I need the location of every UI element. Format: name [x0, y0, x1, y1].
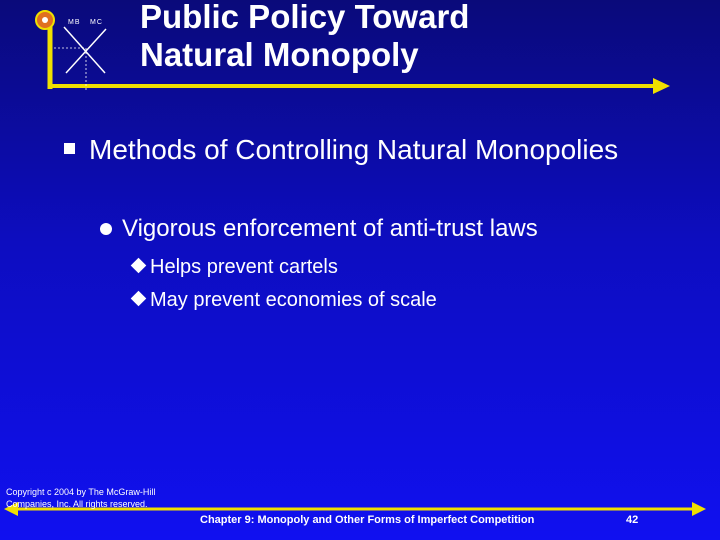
- bullet-level3-text: May prevent economies of scale: [150, 289, 437, 311]
- title-line-2: Natural Monopoly: [140, 36, 419, 73]
- copyright-line-1: Copyright c 2004 by The McGraw-Hill: [6, 487, 156, 497]
- mb-label: MB: [68, 19, 81, 26]
- mc-label: MC: [90, 19, 103, 26]
- round-bullet-icon: [100, 223, 112, 235]
- copyright-notice: [6, 486, 155, 510]
- chapter-footer: Chapter 9: Monopoly and Other Forms of Imperfect Competition: [200, 514, 535, 526]
- diamond-bullet-icon: [131, 291, 147, 307]
- bullet-level3-item: [133, 287, 437, 313]
- diamond-bullet-icon: [131, 258, 147, 274]
- bullet-level2-text: Vigorous enforcement of anti-trust laws: [122, 215, 538, 242]
- copyright-line-2: Companies, Inc. All rights reserved.: [6, 499, 148, 509]
- bullet-level1-text: Methods of Controlling Natural Monopolies: [89, 134, 619, 165]
- square-bullet-icon: [64, 143, 75, 154]
- mb-mc-graph-icon: [30, 5, 140, 100]
- bullet-level3-item: [133, 254, 338, 280]
- title-line-1: Public Policy Toward: [140, 0, 470, 35]
- slide-title: [140, 0, 469, 74]
- bullet-level3-text: Helps prevent cartels: [150, 256, 338, 278]
- page-number: 42: [626, 514, 639, 526]
